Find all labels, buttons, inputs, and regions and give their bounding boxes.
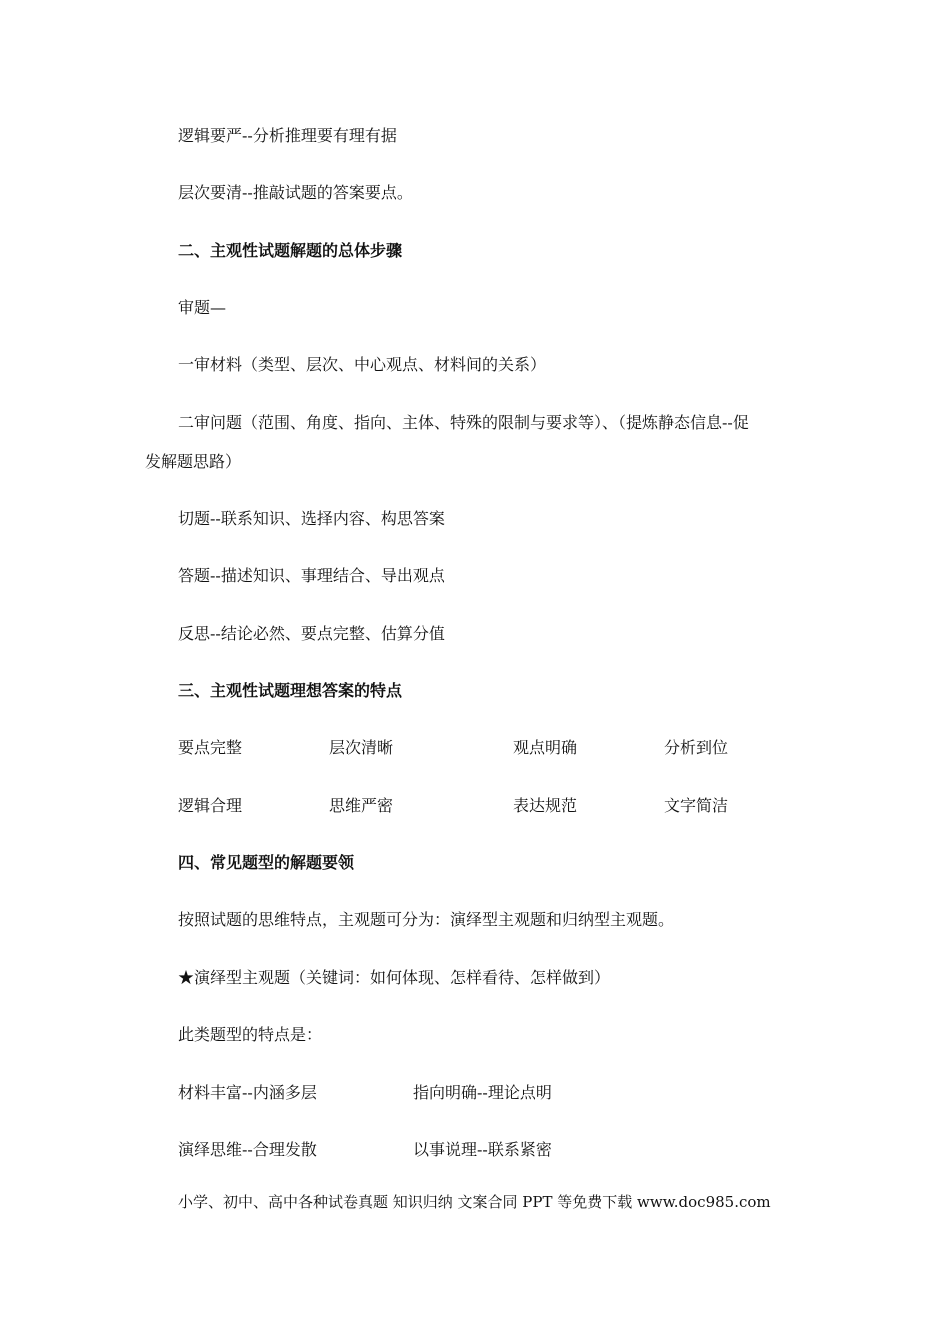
section-heading: 二、主观性试题解题的总体步骤 <box>178 241 403 260</box>
feature-item: 逻辑合理 <box>178 796 243 815</box>
trait-item: 以事说理--联系紧密 <box>413 1140 552 1159</box>
feature-item: 表达规范 <box>513 796 578 815</box>
text-line: 答题--描述知识、事理结合、导出观点 <box>178 566 445 585</box>
text-line: 切题--联系知识、选择内容、构思答案 <box>178 509 445 528</box>
page-footer: 小学、初中、高中各种试卷真题 知识归纳 文案合同 PPT 等免费下载 www.doc985.com <box>178 1193 771 1211</box>
text-line: 反思--结论必然、要点完整、估算分值 <box>178 624 445 643</box>
trait-item: 演绎思维--合理发散 <box>178 1140 317 1159</box>
text-line: ★演绎型主观题（关键词：如何体现、怎样看待、怎样做到） <box>178 968 611 987</box>
feature-item: 观点明确 <box>513 738 578 757</box>
text-line: 层次要清--推敲试题的答案要点。 <box>178 183 413 202</box>
section-heading: 三、主观性试题理想答案的特点 <box>178 681 403 700</box>
feature-item: 要点完整 <box>178 738 243 757</box>
feature-item: 文字简洁 <box>664 796 729 815</box>
feature-item: 层次清晰 <box>329 738 394 757</box>
text-line: 逻辑要严--分析推理要有理有据 <box>178 126 397 145</box>
trait-item: 材料丰富--内涵多层 <box>178 1083 317 1102</box>
feature-item: 分析到位 <box>664 738 729 757</box>
text-line: 此类题型的特点是： <box>178 1025 323 1044</box>
text-line: 发解题思路） <box>145 452 242 471</box>
section-heading: 四、常见题型的解题要领 <box>178 853 355 872</box>
text-line: 一审材料（类型、层次、中心观点、材料间的关系） <box>178 355 547 374</box>
text-line: 二审问题（范围、角度、指向、主体、特殊的限制与要求等）、（提炼静态信息--促 <box>178 413 749 432</box>
trait-item: 指向明确--理论点明 <box>413 1083 552 1102</box>
text-line: 审题— <box>178 298 227 317</box>
text-line: 按照试题的思维特点，主观题可分为：演绎型主观题和归纳型主观题。 <box>178 910 675 929</box>
feature-item: 思维严密 <box>329 796 394 815</box>
